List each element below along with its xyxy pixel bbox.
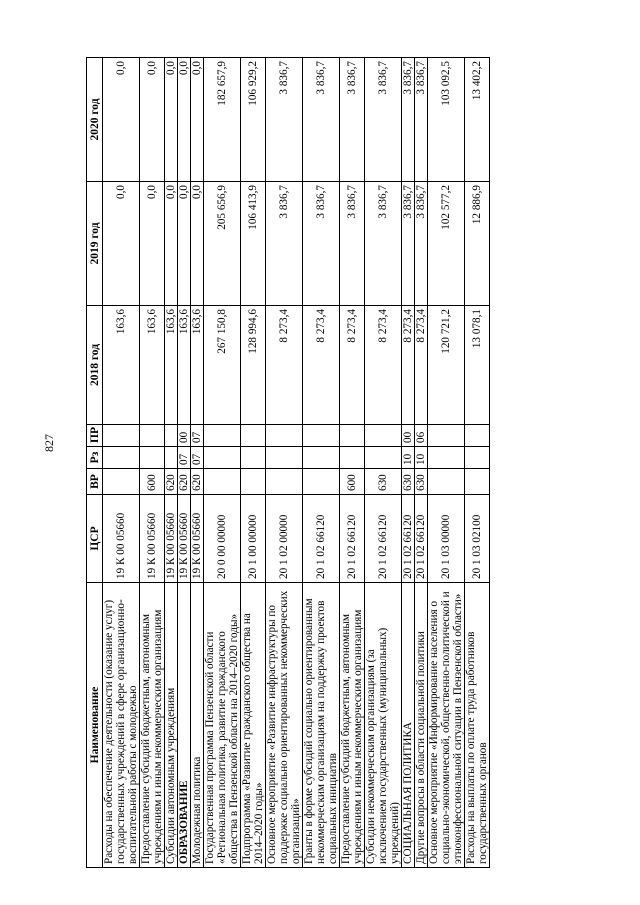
cell-csr: 20 1 02 66120 [340, 495, 365, 583]
cell-rz [365, 447, 402, 469]
budget-table [86, 57, 490, 868]
cell-vr [241, 469, 266, 495]
cell-name: СОЦИАЛЬНАЯ ПОЛИТИКА [402, 583, 415, 868]
cell-name: Расходы на обеспечение деятельности (оказание услуг) государственных учреждений в сфере организационно-воспитательной работы с молодежью [103, 583, 140, 868]
cell-pr [266, 425, 303, 447]
cell-pr: 00 [402, 425, 415, 447]
cell-2018: 13 078,1 [465, 306, 490, 425]
cell-csr: 20 1 02 66120 [415, 495, 428, 583]
cell-vr: 630 [415, 469, 428, 495]
cell-csr: 20 1 02 66120 [365, 495, 402, 583]
cell-2020: 3 836,7 [266, 58, 303, 182]
cell-name: Молодежная политика [191, 583, 204, 868]
cell-2020: 0,0 [140, 58, 165, 182]
cell-2019: 102 577,2 [428, 182, 465, 306]
cell-2020: 0,0 [103, 58, 140, 182]
cell-2019: 106 413,9 [241, 182, 266, 306]
cell-csr: 19 К 00 05660 [178, 495, 191, 583]
cell-rz [266, 447, 303, 469]
header-2019: 2019 год [87, 182, 103, 306]
cell-rz [303, 447, 340, 469]
cell-2019: 3 836,7 [340, 182, 365, 306]
cell-2020: 13 402,2 [465, 58, 490, 182]
table-header-row [87, 58, 103, 868]
rotated-table-page [86, 58, 490, 868]
cell-2018: 163,6 [140, 306, 165, 425]
table-row [178, 58, 191, 868]
cell-2018: 128 994,6 [241, 306, 266, 425]
cell-2019: 0,0 [165, 182, 178, 306]
cell-csr: 20 1 03 02100 [465, 495, 490, 583]
table-row [103, 58, 140, 868]
cell-csr: 20 1 00 00000 [241, 495, 266, 583]
cell-2020: 3 836,7 [415, 58, 428, 182]
cell-csr: 20 1 02 66120 [303, 495, 340, 583]
table-row [465, 58, 490, 868]
header-rz: Рз [87, 447, 103, 469]
cell-2018: 163,6 [165, 306, 178, 425]
cell-2019: 0,0 [178, 182, 191, 306]
cell-csr: 20 1 02 00000 [266, 495, 303, 583]
cell-2019: 3 836,7 [266, 182, 303, 306]
cell-name: Предоставление субсидий бюджетным, автономным учреждениям и иным некоммерческим организациям [340, 583, 365, 868]
header-2020: 2020 год [87, 58, 103, 182]
cell-pr [303, 425, 340, 447]
cell-pr [103, 425, 140, 447]
cell-2019: 3 836,7 [415, 182, 428, 306]
cell-pr: 07 [191, 425, 204, 447]
cell-csr: 20 0 00 00000 [204, 495, 241, 583]
cell-2019: 3 836,7 [402, 182, 415, 306]
cell-pr [204, 425, 241, 447]
cell-pr: 06 [415, 425, 428, 447]
cell-rz [103, 447, 140, 469]
cell-pr [340, 425, 365, 447]
cell-name: Субсидии автономным учреждениям [165, 583, 178, 868]
cell-2019: 205 656,9 [204, 182, 241, 306]
cell-rz: 10 [415, 447, 428, 469]
header-csr: ЦСР [87, 495, 103, 583]
cell-2018: 163,6 [103, 306, 140, 425]
cell-2020: 0,0 [178, 58, 191, 182]
header-2018: 2018 год [87, 306, 103, 425]
cell-vr: 600 [140, 469, 165, 495]
header-name: Наименование [87, 583, 103, 868]
table-row [140, 58, 165, 868]
cell-rz [165, 447, 178, 469]
cell-csr: 19 К 00 05660 [191, 495, 204, 583]
cell-pr [428, 425, 465, 447]
cell-name: Гранты в форме субсидий социально ориентированным некоммерческим организациям на поддержку проектов социальных инициатив [303, 583, 340, 868]
table-row [415, 58, 428, 868]
cell-2019: 0,0 [191, 182, 204, 306]
cell-rz [340, 447, 365, 469]
cell-name: ОБРАЗОВАНИЕ [178, 583, 191, 868]
cell-vr [266, 469, 303, 495]
cell-2020: 182 657,9 [204, 58, 241, 182]
table-row [204, 58, 241, 868]
cell-2020: 3 836,7 [402, 58, 415, 182]
cell-vr: 620 [165, 469, 178, 495]
cell-rz [241, 447, 266, 469]
cell-2019: 12 886,9 [465, 182, 490, 306]
cell-name: Основное мероприятие «Развитие инфраструктуры по поддержке социально ориентированных некоммерческих организаций» [266, 583, 303, 868]
cell-csr: 19 К 00 05660 [140, 495, 165, 583]
cell-csr: 19 К 00 05660 [165, 495, 178, 583]
cell-pr [140, 425, 165, 447]
cell-2020: 0,0 [165, 58, 178, 182]
table-row [303, 58, 340, 868]
table-row [241, 58, 266, 868]
cell-vr: 630 [365, 469, 402, 495]
page-number: 827 [42, 434, 56, 452]
cell-rz [465, 447, 490, 469]
header-vr: ВР [87, 469, 103, 495]
cell-csr: 19 К 00 05660 [103, 495, 140, 583]
cell-2018: 120 721,2 [428, 306, 465, 425]
cell-name: Расходы на выплаты по оплате труда работников государственных органов [465, 583, 490, 868]
table-row [266, 58, 303, 868]
table-row [340, 58, 365, 868]
cell-2019: 0,0 [140, 182, 165, 306]
header-pr: ПР [87, 425, 103, 447]
cell-vr [465, 469, 490, 495]
cell-rz: 07 [191, 447, 204, 469]
cell-2018: 8 273,4 [402, 306, 415, 425]
cell-name: Основное мероприятие «Информирование населения о социально-экономической, общественно-политической и этноконфессиональной ситуации в Пензенской области» [428, 583, 465, 868]
cell-2018: 8 273,4 [340, 306, 365, 425]
cell-pr: 00 [178, 425, 191, 447]
cell-name: Подпрограмма «Развитие гражданского общества на 2014–2020 годы» [241, 583, 266, 868]
cell-vr [303, 469, 340, 495]
cell-2018: 163,6 [191, 306, 204, 425]
cell-csr: 20 1 02 66120 [402, 495, 415, 583]
cell-2018: 8 273,4 [415, 306, 428, 425]
cell-vr [103, 469, 140, 495]
cell-vr: 620 [178, 469, 191, 495]
cell-pr [465, 425, 490, 447]
cell-2020: 103 092,5 [428, 58, 465, 182]
cell-2020: 3 836,7 [365, 58, 402, 182]
cell-rz: 10 [402, 447, 415, 469]
cell-vr [428, 469, 465, 495]
cell-pr [365, 425, 402, 447]
cell-2018: 267 150,8 [204, 306, 241, 425]
cell-2020: 3 836,7 [303, 58, 340, 182]
cell-vr: 620 [191, 469, 204, 495]
cell-rz [140, 447, 165, 469]
table-row [428, 58, 465, 868]
cell-name: Предоставление субсидий бюджетным, автономным учреждениям и иным некоммерческим организациям [140, 583, 165, 868]
cell-rz [204, 447, 241, 469]
cell-pr [165, 425, 178, 447]
cell-pr [241, 425, 266, 447]
cell-vr [204, 469, 241, 495]
cell-2020: 0,0 [191, 58, 204, 182]
table-row [402, 58, 415, 868]
cell-2020: 106 929,2 [241, 58, 266, 182]
cell-2018: 8 273,4 [303, 306, 340, 425]
cell-2019: 3 836,7 [303, 182, 340, 306]
cell-rz [428, 447, 465, 469]
cell-name: Субсидии некоммерческим организациям (за исключением государственных (муниципальных) учреждений) [365, 583, 402, 868]
cell-2018: 8 273,4 [266, 306, 303, 425]
cell-2019: 0,0 [103, 182, 140, 306]
cell-2020: 3 836,7 [340, 58, 365, 182]
cell-2018: 8 273,4 [365, 306, 402, 425]
cell-2018: 163,6 [178, 306, 191, 425]
cell-name: Другие вопросы в области социальной политики [415, 583, 428, 868]
table-row [165, 58, 178, 868]
table-row [365, 58, 402, 868]
cell-csr: 20 1 03 00000 [428, 495, 465, 583]
cell-vr: 630 [402, 469, 415, 495]
cell-name: Государственная программа Пензенской области «Региональная политика, развитие гражданского общества в Пензенской области на 2014–2020 годы» [204, 583, 241, 868]
cell-2019: 3 836,7 [365, 182, 402, 306]
cell-rz: 07 [178, 447, 191, 469]
cell-vr: 600 [340, 469, 365, 495]
table-row [191, 58, 204, 868]
